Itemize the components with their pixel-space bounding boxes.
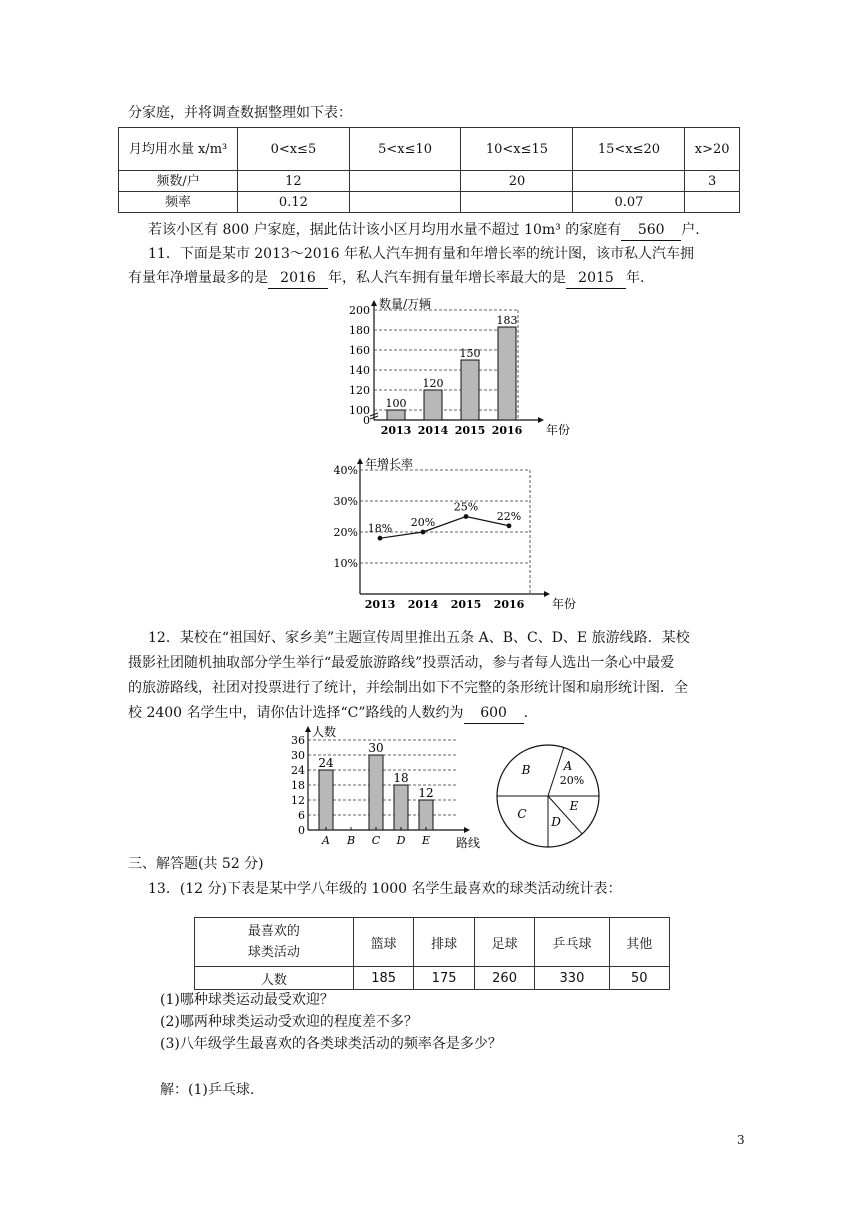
bar — [419, 800, 433, 830]
x-tick-label: 2014 — [407, 598, 439, 611]
table1-header-range: 5<x≤10 — [349, 128, 461, 171]
pie-slice-label: B — [521, 763, 531, 777]
data-label: 18% — [367, 522, 393, 536]
table1-cell: 12 — [238, 171, 350, 192]
q12-line2: 摄影社团随机抽取部分学生举行“最爱旅游路线”投票活动，参与者每人选出一条心中最爱 — [128, 655, 675, 671]
y-tick-label: 6 — [298, 809, 305, 822]
x-axis-arrow — [538, 417, 544, 423]
y-tick-label: 30% — [333, 495, 358, 508]
table2-cell: 260 — [474, 967, 534, 990]
y-tick-label: 18 — [291, 779, 305, 792]
table2-cell: 185 — [353, 967, 413, 990]
answer-blank: 2016 — [268, 268, 328, 289]
pie-slice-label: D — [551, 815, 561, 829]
q13-sub1: (1)哪种球类运动最受欢迎？ — [160, 992, 334, 1008]
section-heading: 三、解答题(共 52 分) — [128, 856, 264, 872]
route-pie-chart — [494, 742, 602, 850]
x-tick-label: C — [371, 834, 381, 847]
table2-row-label: 人数 — [195, 967, 354, 990]
table1-cell: 3 — [685, 171, 740, 192]
data-label: 183 — [496, 314, 518, 327]
y-tick-label: 160 — [349, 344, 370, 357]
y-tick-label: 20% — [333, 526, 358, 539]
data-label: 18 — [393, 771, 409, 785]
q13-sub3: (3)八年级学生最喜欢的各类球类活动的频率各是多少？ — [160, 1036, 502, 1052]
pie-slice-label: A — [563, 759, 573, 773]
table1-cell: 20 — [461, 171, 573, 192]
pie-slice-label: E — [569, 799, 579, 813]
y-tick-label: 30 — [291, 749, 305, 762]
y-tick-label: 200 — [349, 304, 370, 317]
pie-annotation: 20% — [559, 774, 585, 787]
table2-cell: 175 — [414, 967, 474, 990]
data-point — [464, 514, 469, 519]
table2-header-activity: 最喜欢的 球类活动 — [195, 918, 354, 967]
table1-cell — [685, 192, 740, 213]
x-axis-label: 年份 — [546, 423, 571, 437]
data-label: 100 — [385, 397, 407, 410]
data-point — [507, 523, 512, 528]
y-tick-label: 120 — [349, 384, 370, 397]
y-tick-label: 24 — [291, 764, 305, 777]
bar — [424, 390, 442, 420]
data-label: 22% — [496, 509, 522, 523]
y-axis-label: 年增长率 — [365, 457, 414, 471]
table1-cell — [349, 171, 461, 192]
y-axis-label: 人数 — [312, 725, 337, 739]
table1-cell — [349, 192, 461, 213]
series-line — [380, 517, 509, 539]
answer-blank: 600 — [464, 703, 524, 724]
data-label: 20% — [410, 516, 436, 529]
bar — [394, 785, 408, 830]
x-tick-label: 2015 — [450, 598, 482, 611]
table1-header-range: 0<x≤5 — [238, 128, 350, 171]
table1-cell: 0.12 — [238, 192, 350, 213]
table1-cell — [461, 192, 573, 213]
x-tick-label: 2013 — [380, 424, 412, 437]
answer-blank: 560 — [621, 220, 681, 241]
data-label: 150 — [459, 347, 481, 360]
answer-blank: 2015 — [566, 268, 626, 289]
y-tick-label: 40% — [333, 464, 358, 477]
y-axis-arrow — [371, 300, 377, 306]
table2-col-header: 排球 — [414, 918, 474, 967]
q11-line1: 11．下面是某市 2013～2016 年私人汽车拥有量和年增长率的统计图，该市私人汽车拥 — [148, 246, 694, 262]
table1-header-range: 15<x≤20 — [573, 128, 685, 171]
growth-rate-line-chart — [330, 452, 577, 618]
q13-solution: 解：(1)乒乓球. — [160, 1082, 255, 1098]
table2-col-header: 篮球 — [353, 918, 413, 967]
y-tick-label: 10% — [333, 557, 358, 570]
q13-intro: 13．(12 分)下表是某中学八年级的 1000 名学生最喜欢的球类活动统计表： — [148, 881, 622, 897]
q12-line4: 校 2400 名学生中，请你估计选择“C”路线的人数约为 600 . — [128, 703, 528, 724]
x-tick-label: D — [396, 834, 406, 847]
x-tick-label: E — [421, 834, 431, 847]
x-tick-label: A — [322, 834, 330, 847]
x-tick-label: 2014 — [417, 424, 449, 437]
x-tick-label: 2015 — [454, 424, 486, 437]
y-tick-label: 180 — [349, 324, 370, 337]
q10-estimate-line: 若该小区有 800 户家庭，据此估计该小区月均用水量不超过 10m³ 的家庭有 560 户. — [148, 220, 700, 241]
route-votes-bar-chart — [282, 724, 492, 852]
table1-rate-label: 频率 — [119, 192, 238, 213]
x-axis-label: 路线 — [456, 836, 481, 850]
pie-slice-label: C — [517, 807, 527, 821]
page-number: 3 — [737, 1133, 745, 1147]
x-tick-label: 2016 — [491, 424, 523, 437]
data-label: 24 — [318, 756, 334, 770]
q11-line2: 有量年净增量最多的是 2016 年，私人汽车拥有量年增长率最大的是 2015 年. — [128, 268, 644, 289]
table1-cell: 0.07 — [573, 192, 685, 213]
table2-cell: 330 — [535, 967, 609, 990]
y-tick-label: 36 — [291, 734, 305, 747]
q13-sub2: (2)哪两种球类运动受欢迎的程度差不多？ — [160, 1014, 418, 1030]
y-tick-label: 100 — [349, 404, 370, 417]
intro-line: 分家庭，并将调查数据整理如下表： — [128, 105, 352, 121]
q12-line3: 的旅游路线，社团对投票进行了统计，并绘制出如下不完整的条形统计图和扇形统计图．全 — [128, 680, 688, 696]
data-label: 12 — [418, 786, 434, 800]
data-label: 30 — [368, 741, 384, 755]
x-axis-arrow — [544, 591, 550, 597]
bar — [387, 410, 405, 420]
x-tick-label: 2016 — [493, 598, 525, 611]
water-usage-table — [118, 127, 740, 213]
table1-freq-label: 频数/户 — [119, 171, 238, 192]
table1-cell — [573, 171, 685, 192]
table2-cell: 50 — [609, 967, 669, 990]
data-label: 25% — [453, 500, 479, 514]
car-ownership-bar-chart — [340, 294, 570, 444]
data-point — [378, 536, 383, 541]
table1-header-range: 10<x≤15 — [461, 128, 573, 171]
y-tick-label: 140 — [349, 364, 370, 377]
data-point — [421, 530, 426, 535]
x-axis-arrow — [464, 827, 470, 833]
bar — [461, 360, 479, 420]
y-tick-label: 0 — [363, 414, 370, 427]
table2-col-header: 乒乓球 — [535, 918, 609, 967]
ball-sports-table — [194, 917, 670, 990]
y-axis-arrow — [305, 726, 311, 732]
table2-col-header: 其他 — [609, 918, 669, 967]
table1-header-range: x>20 — [685, 128, 740, 171]
data-label: 120 — [422, 377, 444, 390]
x-tick-label: 2013 — [364, 598, 396, 611]
bar — [369, 755, 383, 830]
q12-line1: 12．某校在“祖国好、家乡美”主题宣传周里推出五条 A、B、C、D、E 旅游线路．某校 — [148, 630, 690, 646]
bar — [498, 327, 516, 420]
y-tick-label: 0 — [298, 824, 305, 837]
y-axis-label: 数量/万辆 — [379, 297, 432, 311]
x-tick-label: B — [346, 834, 356, 847]
table2-col-header: 足球 — [474, 918, 534, 967]
table1-header-usage: 月均用水量 x/m³ — [119, 128, 238, 171]
bar — [319, 770, 333, 830]
y-tick-label: 12 — [291, 794, 305, 807]
x-axis-label: 年份 — [552, 597, 577, 611]
